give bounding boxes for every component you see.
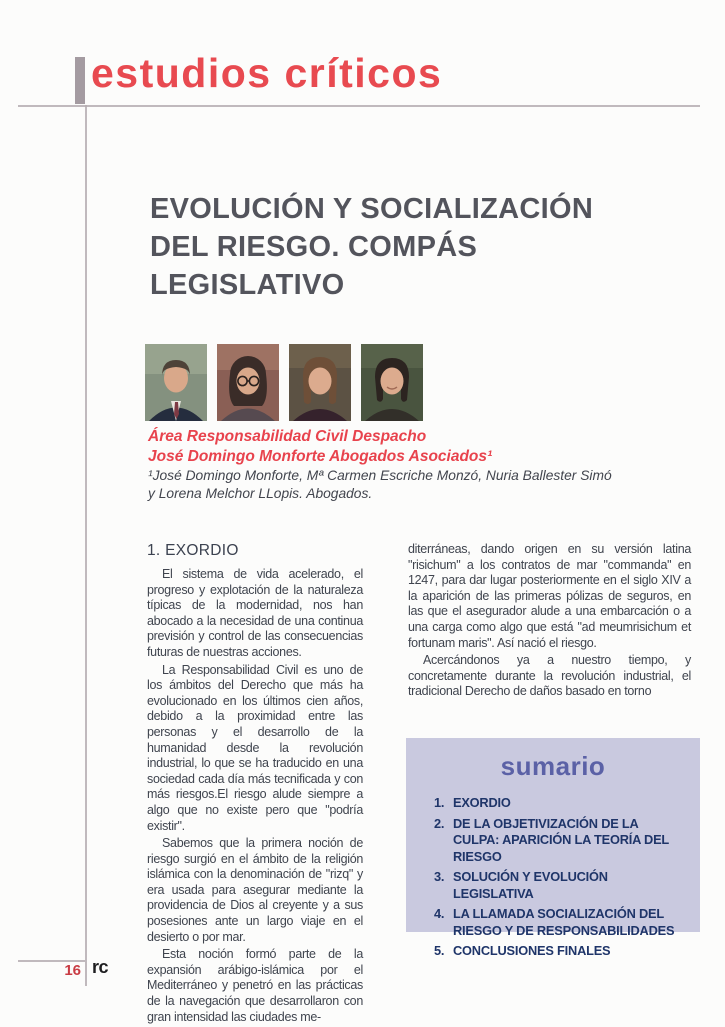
sumario-item-label: LA LLAMADA SOCIALIZACIÓN DEL RIESGO Y DE RESPONSABILIDADES xyxy=(453,906,675,938)
footnote-block xyxy=(148,467,612,503)
header-accent-bar xyxy=(75,57,85,104)
author-photo-3 xyxy=(289,344,351,421)
sumario-title: sumario xyxy=(500,751,606,781)
sumario-item-4 xyxy=(434,906,684,939)
body-paragraph: Acercándonos ya a nuestro tiempo, y concretamente durante la revolución industrial, el tradicional Derecho de daños basado en torno xyxy=(408,653,691,699)
sumario-item-5 xyxy=(434,943,684,960)
body-paragraph: La Responsabilidad Civil es uno de los ámbitos del Derecho que más ha evolucionado en los últimos cien años, debido a la proximidad entre las personas y el desarrollo de la humanidad desde la revolución industrial, lo que se ha traducido en una sociedad cada día más tecnificada y con más riesgos.El riesgo alude siempre a algo que no existe pero que "podría existir". xyxy=(147,662,363,833)
article-title-line-1: EVOLUCIÓN Y SOCIALIZACIÓN xyxy=(150,193,594,225)
affiliation-line-1: Área Responsabilidad Civil Despacho xyxy=(148,428,427,445)
author-photo-1 xyxy=(145,344,207,421)
sumario-item-3 xyxy=(434,869,684,902)
left-margin-rule xyxy=(85,105,87,986)
article-title-line-3: LEGISLATIVO xyxy=(150,269,345,301)
page-number: 16 xyxy=(64,962,81,979)
section-header-title: estudios críticos xyxy=(91,50,443,96)
left-column xyxy=(147,542,363,1027)
author-photos-row xyxy=(145,344,423,421)
sumario-item-number: 1. xyxy=(434,795,445,810)
affiliation-line-2: José Domingo Monforte Abogados Asociados¹ xyxy=(148,447,493,465)
affiliation-block xyxy=(148,427,492,466)
body-paragraph: Sabemos que la primera noción de riesgo surgió en el ámbito de la religión islámica con la denominación de "rizq" y era usada para asegurar mediante la providencia de Dios al creyente y a sus posesiones ante un largo viaje en el desierto o por mar. xyxy=(147,836,363,944)
sumario-item-1 xyxy=(434,795,684,812)
right-column xyxy=(408,542,691,702)
body-paragraph: diterráneas, dando origen en su versión latina "risichum" a los contratos de mar "commanda" en 1247, para dar lugar posteriormente en el siglo XIV a la aparición de las primeras pólizas de seguros, en las que el asegurador alude a una embarcación o a una carga como algo que está "ad meumrisichum et fortunam maris". Así nació el riesgo. xyxy=(408,542,691,650)
author-photo-4 xyxy=(361,344,423,421)
sumario-list xyxy=(434,795,700,960)
article-title-line-2: DEL RIESGO. COMPÁS xyxy=(150,231,478,263)
footnote-line-1: ¹José Domingo Monforte, Mª Carmen Escriche Monzó, Nuria Ballester Simó xyxy=(148,468,612,483)
sumario-box xyxy=(406,738,700,958)
section-heading-exordio: 1. EXORDIO xyxy=(147,542,239,559)
sumario-item-2 xyxy=(434,816,684,866)
author-photo-2 xyxy=(217,344,279,421)
journal-mark: rc xyxy=(92,957,109,977)
sumario-item-label: CONCLUSIONES FINALES xyxy=(453,943,611,958)
sumario-item-label: DE LA OBJETIVIZACIÓN DE LA CULPA: APARICIÓN LA TEORÍA DEL RIESGO xyxy=(453,815,669,864)
article-title xyxy=(150,190,593,304)
body-paragraph: El sistema de vida acelerado, el progreso y explotación de la naturaleza típicas de la modernidad, nos han abocado a la necesidad de una continua previsión y control de las consecuencias futuras de nuestras acciones. xyxy=(147,567,363,659)
header-rule xyxy=(18,105,700,107)
body-paragraph: Esta noción formó parte de la expansión arábigo-islámica por el Mediterráneo y penetró en las prácticas de la navegación que desarrollaron con gran intensidad las ciudades me- xyxy=(147,947,363,1024)
sumario-item-number: 2. xyxy=(434,815,445,831)
sumario-item-number: 4. xyxy=(434,906,445,921)
footnote-line-2: y Lorena Melchor LLopis. Abogados. xyxy=(148,486,373,501)
sumario-item-label: EXORDIO xyxy=(453,795,511,810)
sumario-item-label: SOLUCIÓN Y EVOLUCIÓN LEGISLATIVA xyxy=(453,869,608,901)
sumario-item-number: 3. xyxy=(434,869,445,884)
sumario-item-number: 5. xyxy=(434,943,445,958)
